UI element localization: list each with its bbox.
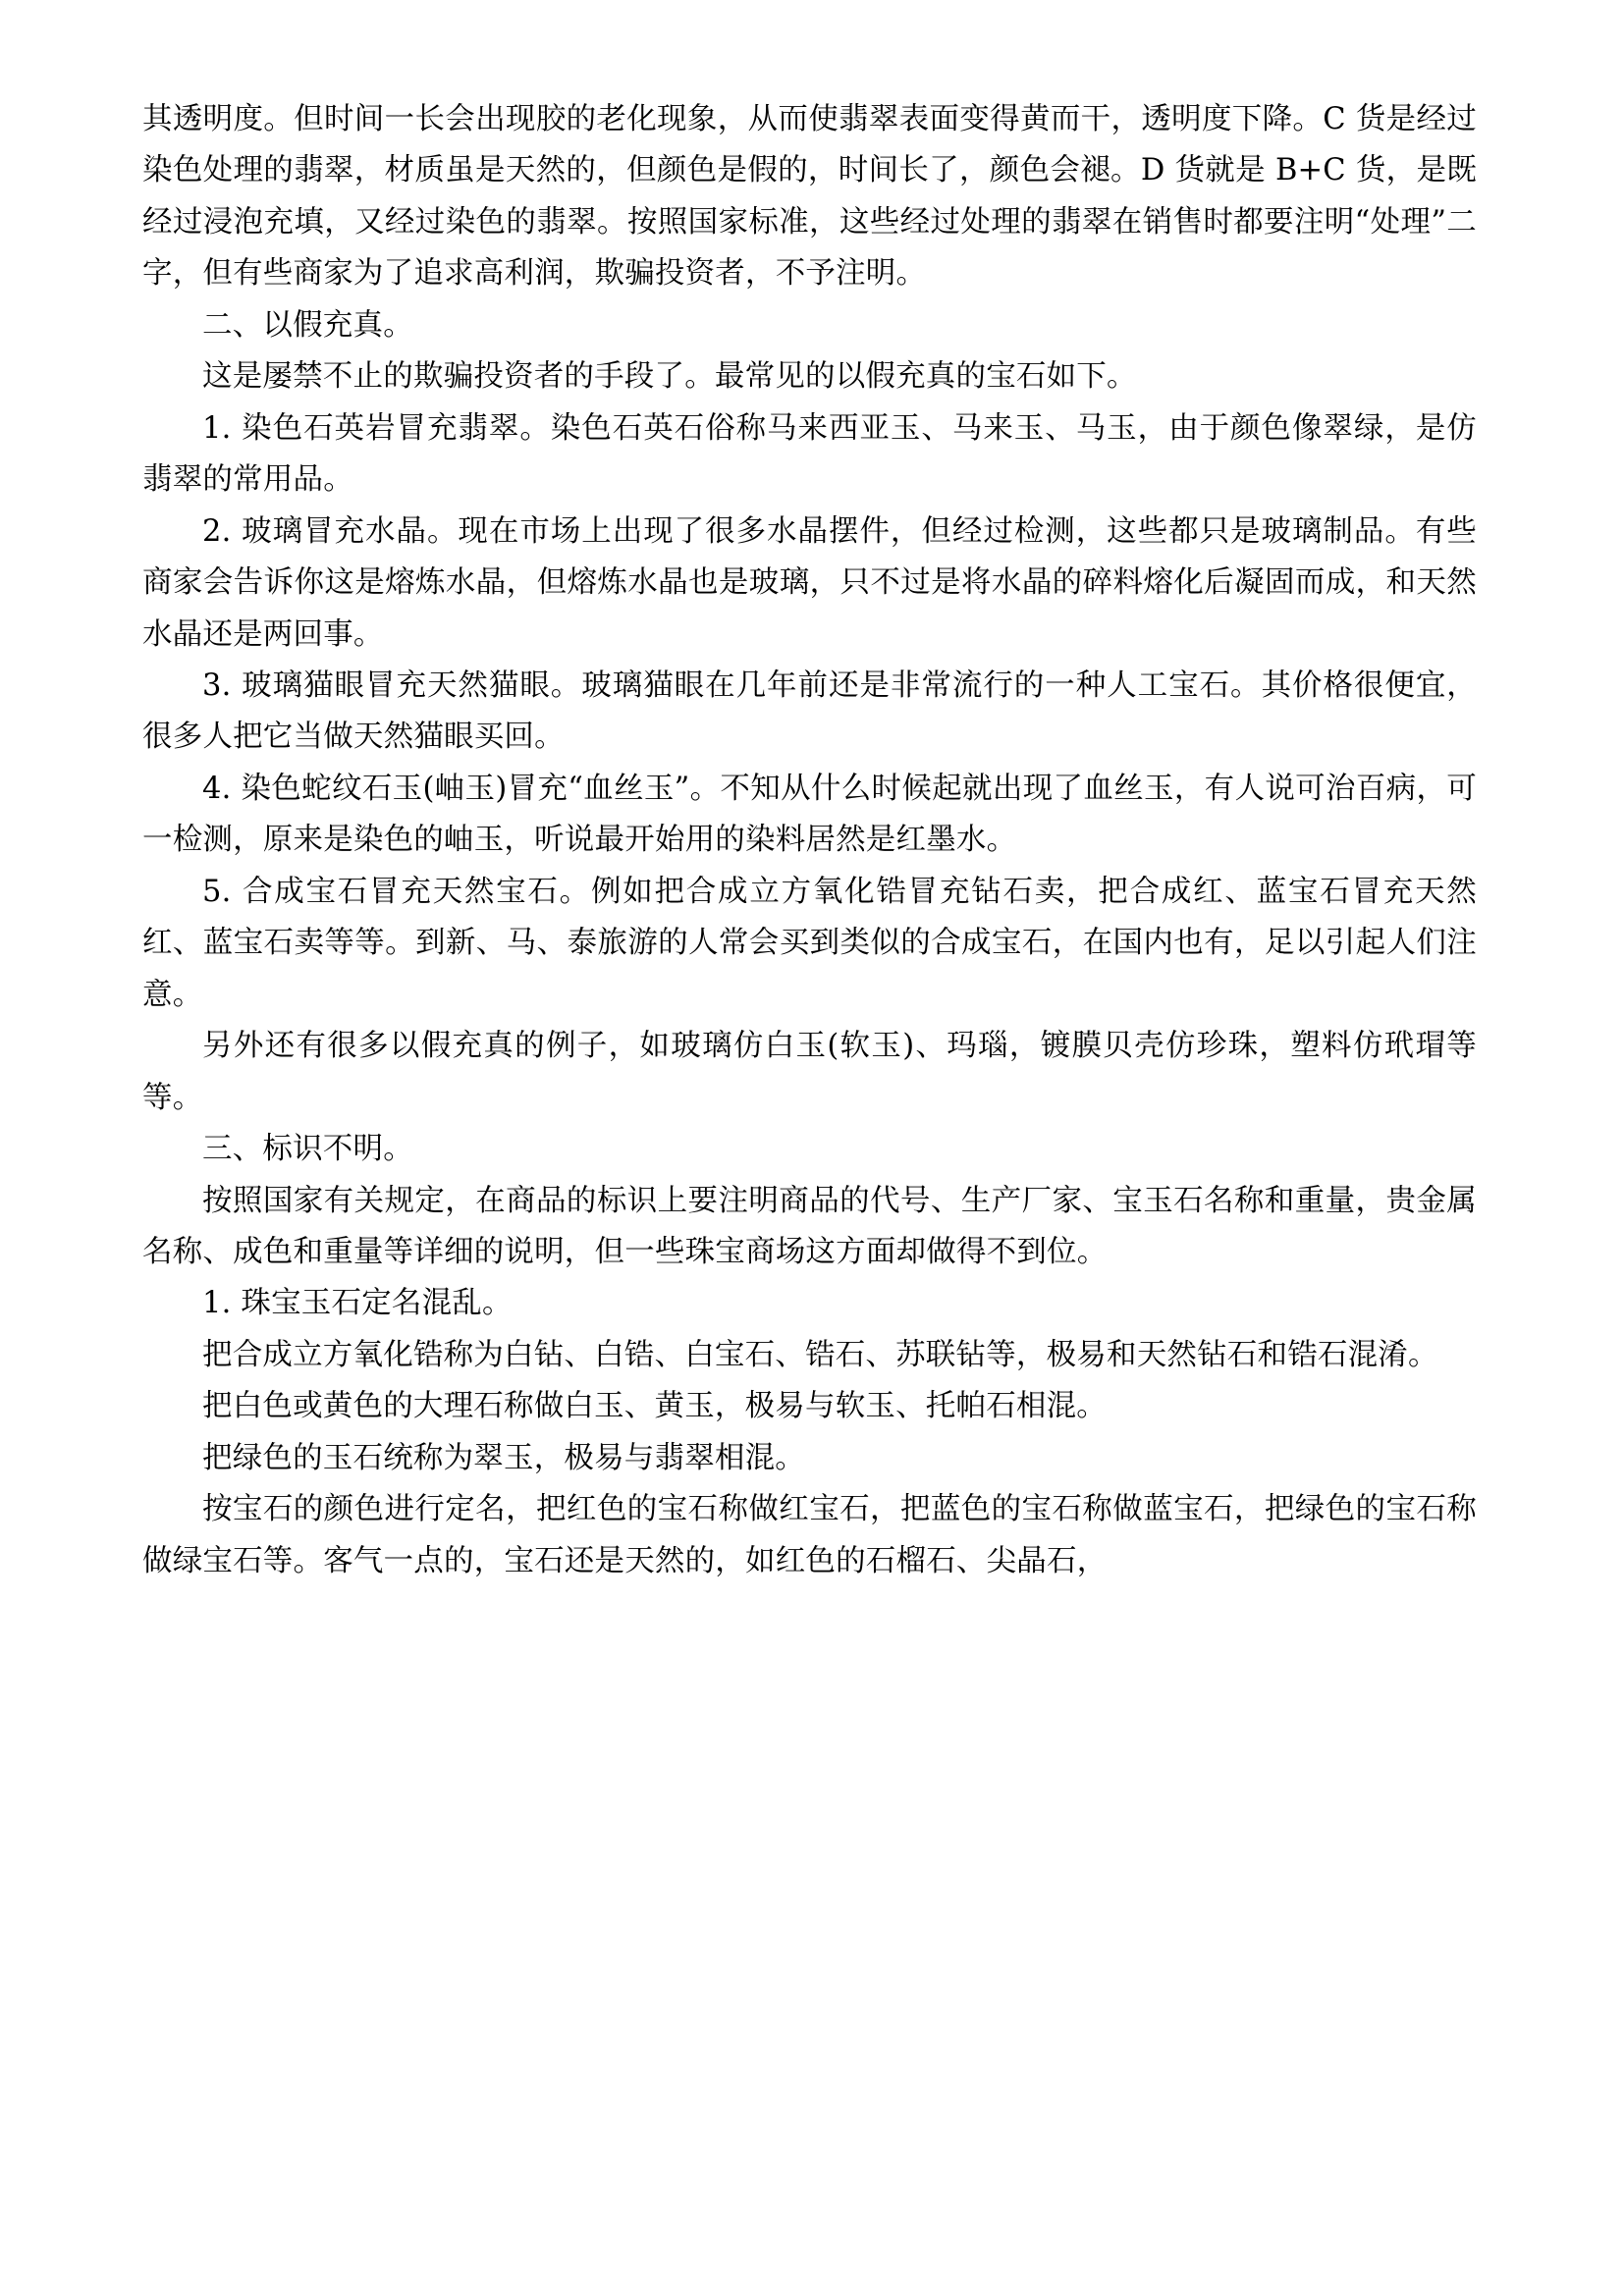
paragraph-10: 三、标识不明。 [202, 1132, 413, 1167]
paragraph-5: 2. 玻璃冒充水晶。现在市场上出现了很多水晶摆件，但经过检测，这些都只是玻璃制品。有些商家会告诉你这是熔炼水晶，但熔炼水晶也是玻璃，只不过是将水晶的碎料熔化后凝固而成，和天然水晶还是两回事。 [142, 513, 1477, 652]
paragraph-2: 二、以假充真。 [202, 307, 413, 343]
paragraph-11: 按照国家有关规定，在商品的标识上要注明商品的代号、生产厂家、宝玉石名称和重量，贵金属名称、成色和重量等详细的说明，但一些珠宝商场这方面却做得不到位。 [142, 1183, 1477, 1269]
document-body [142, 94, 1477, 1587]
paragraph-15: 把绿色的玉石统称为翠玉，极易与翡翠相混。 [202, 1440, 805, 1475]
paragraph-9: 另外还有很多以假充真的例子，如玻璃仿白玉(软玉)、玛瑙，镀膜贝壳仿珍珠，塑料仿玳瑁等等。 [142, 1029, 1477, 1115]
paragraph-1: 其透明度。但时间一长会出现胶的老化现象，从而使翡翠表面变得黄而干，透明度下降。C 货是经过染色处理的翡翠，材质虽是天然的，但颜色是假的，时间长了，颜色会褪。D 货就是 B+C 货，是既经过浸泡充填，又经过染色的翡翠。按照国家标准，这些经过处理的翡翠在销售时都要注明“处理”二字，但有些商家为了追求高利润，欺骗投资者，不予注明。 [142, 102, 1477, 292]
paragraph-16: 按宝石的颜色进行定名，把红色的宝石称做红宝石，把蓝色的宝石称做蓝宝石，把绿色的宝石称做绿宝石等。客气一点的，宝石还是天然的，如红色的石榴石、尖晶石， [142, 1492, 1477, 1578]
paragraph-4: 1. 染色石英岩冒充翡翠。染色石英石俗称马来西亚玉、马来玉、马玉，由于颜色像翠绿，是仿翡翠的常用品。 [142, 410, 1477, 498]
paragraph-13: 把合成立方氧化锆称为白钻、白锆、白宝石、锆石、苏联钻等，极易和天然钻石和锆石混淆。 [202, 1337, 1438, 1372]
paragraph-3: 这是屡禁不止的欺骗投资者的手段了。最常见的以假充真的宝石如下。 [202, 359, 1137, 395]
paragraph-12: 1. 珠宝玉石定名混乱。 [202, 1286, 513, 1321]
paragraph-8: 5. 合成宝石冒充天然宝石。例如把合成立方氧化锆冒充钻石卖，把合成红、蓝宝石冒充天然红、蓝宝石卖等等。到新、马、泰旅游的人常会买到类似的合成宝石，在国内也有，足以引起人们注意。 [142, 874, 1477, 1012]
paragraph-6: 3. 玻璃猫眼冒充天然猫眼。玻璃猫眼在几年前还是非常流行的一种人工宝石。其价格很便宜，很多人把它当做天然猫眼买回。 [142, 667, 1477, 755]
paragraph-14: 把白色或黄色的大理石称做白玉、黄玉，极易与软玉、托帕石相混。 [202, 1389, 1107, 1424]
paragraph-7: 4. 染色蛇纹石玉(岫玉)冒充“血丝玉”。不知从什么时候起就出现了血丝玉，有人说可治百病，可一检测，原来是染色的岫玉，听说最开始用的染料居然是红墨水。 [142, 771, 1477, 858]
